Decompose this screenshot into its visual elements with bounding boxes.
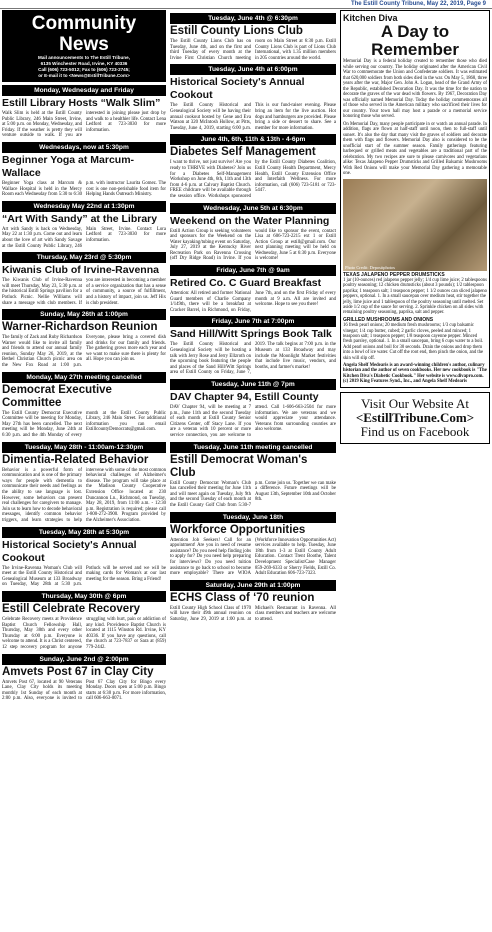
event-date-bar: Saturday, June 29th at 1:00pm	[170, 580, 336, 591]
kitchen-diva-label: Kitchen Diva	[343, 13, 398, 23]
event-date-bar: Tuesday, June 4th @ 6:30pm	[170, 13, 336, 24]
event-text: The Estill County Historical and Genealogical Society will be hosting a talk with Jerry Rose and Jerry Ellzroth on the upcoming book featuring the people and places of the Sand Hill/Witt Springs area of Estill County on Friday, June 7, 2019. The talk begins at 7:00 p.m. in the Museum at 133 Broadway and may include the Moonlight Market festivities that include live music, vendors, and booths, and farmer's market!	[170, 342, 336, 376]
event-date-bar: Tuesday, June 4th at 6:00pm	[170, 64, 336, 75]
event-text: Beginner Yoga class at Marcum & Wallace Hospital is held in the Mercy Room each Wednesday from 5:30 to 6:30 p.m. with instructor Laurita Gomez. The cost is one non-perishable food item for Helping Hands Outreach Ministry.	[2, 180, 166, 198]
event-title: Sand Hill/Witt Springs Book Talk	[170, 328, 332, 341]
event-text: Estill County Democrat Woman's Club has cancelled their meeting for June 11th and will meet again on Tuesday, July 9th and the second Tuesday of each month at the Estill County Golf Club from 5:30-7 p.m. Come join us. Together we can make a difference. Future meetings will be August 13th, September 10th and October 8th.	[170, 480, 336, 508]
event-title: Dimentia-Related Behavior	[2, 453, 149, 466]
event-text: The Estill County Democrat Executive Committee will be meeting for Monday, May 27th has been cancelled. The next meeting will be Monday, June 24th at 6:30 p.m. and the 4th Monday of every month at the Estill County Public Library, 246 Main Street. For additional information you can email EstillcountyDemocrats@gmail.com.	[2, 410, 166, 439]
copyright: (c) 2019 King Features Synd., Inc., and Angela Shelf Medearis	[343, 379, 468, 385]
event-date-bar: Thursday, May 23rd @ 5:30pm	[2, 252, 166, 263]
event-date-bar: Friday, June 7th @ 9am	[170, 265, 336, 276]
event-text: Walk Slim is held at the Estill County Public Library, 246 Main Street, Irvine, at 5:00 p.m. on Monday, Wednesday, and Friday. If the weather is pretty they will venture outside to walk. If you are interested in joining please just drop by and walk to a healthier life. Contact Lena Ledford at 723-3030 for more information.	[2, 111, 166, 139]
event-date-bar: Sunday, May 26th at 1:00pm	[2, 309, 166, 320]
recipe-2	[343, 318, 487, 361]
promo-line: Find us on Facebook	[360, 423, 470, 439]
event-date-bar: Tuesday, June 11th meeting cancelled	[170, 442, 336, 453]
recipe-text: 1 jar (10-ounces) red jalapeno pepper jelly; 1/4 cup lime juice; 2 tablespoons poultry seasoning; 12 chicken drumsticks (about 3 pounds); 1/2 tablespoon paprika; 1 teaspoon salt; 1 teaspoon pepper; 1 1/2 ounces can sliced jalapeno peppers, optional. 1. In a small saucepan over medium heat, stir together the jelly, lime juice and 1 tablespoon of the poultry seasoning until melted. Set aside 1/2 cup of the sauce for serving. 2. Sprinkle chicken on all sides with remaining poultry seasoning, paprika, salt and pepper.	[343, 277, 487, 316]
event-title: Estill Library Hosts “Walk Slim”	[2, 97, 161, 109]
event-text: The Estill County Lions Club has on Tuesday, June 4th, and on the first and third Tuesday of every month at the Irvine First Christian Church meeting room on Main Street at 6:30 p.m. Estill County Lions Club is part of Lions Club International, with 1.35 million members in 205 countries around the world.	[170, 39, 336, 61]
event-text: Art with Sandy is back on Wednesday, May 22 at 1:30 p.m. Come out and learn about the love of art with Sandy Savage at the Estill County Public Library, 246 Main Street, Irvine. Contact Lora Ledford at 723-3030 for more information.	[2, 226, 166, 249]
event-title: Democrat Executive Committee	[2, 383, 112, 409]
masthead-line: Mail announcements to The Estill Tribune,	[38, 55, 130, 60]
event-title: “Art With Sandy” at the Library	[2, 212, 158, 225]
event-title: Weekend on the Water Planning	[170, 214, 330, 227]
event-date-bar: Friday, June 7th at 7:00pm	[170, 316, 336, 327]
event-text: Behavior is a powerful form of communication and is one of the primary ways for people with dementia to communicate their needs and feelings as the ability to use language is lost. However, some behaviors can present real challenges for caregivers to manage. Join us to learn how to decode behavioral messages, identify common behavior triggers, and learn strategies to help intervene with some of the most common behavioral challenges of Alzheimer's disease. The program will take place at the Madison County Cooperative Extension Office located at 230 Duncannon Ln., Richmond, on Tuesday, May 28, 2019, from 11:00 a.m. - 12:30 p.m. Registration is required; please call 1-800-272-3900. Program provided by the Alzheimer's Association.	[2, 467, 166, 523]
event-text: Estill County High School Class of 1970 will have their 49th annual reunion on Saturday, June 29, 2019 at 1:00 p.m. at Michael's Restaurant in Ravenna. All class members and teachers are welcome to attend.	[170, 605, 336, 622]
event-date-bar: Wednesday, June 5th at 6:30pm	[170, 203, 336, 214]
event-title: Estill Democrat Woman's Club	[170, 453, 308, 479]
website-link[interactable]: <EstillTribune.Com>	[355, 409, 475, 425]
community-news-title: Community News	[31, 13, 137, 55]
event-title: Historical Society's Annual Cookout	[170, 76, 305, 102]
event-title: Estill Celebrate Recovery	[2, 602, 141, 615]
community-news-masthead	[2, 10, 166, 82]
event-text: Attention Job Seekers! Call for an appointment! Are you in need of resume assistance? Do you need help finding jobs to apply for? Do you need help preparing for interviews? Do you need tuition assistance to go back to school to become more employable? There are WIOA (Workforce Innovation Opportunities Act) services available to help. Tuesday, June 18th from 1-3 at Estill County Adult Education. Contact Trent Boothe, Talent Development Specialist/Case Manager 859-269-6333 or Sherry Fields, Estill Co. Adult Education 606-723-7323.	[170, 537, 337, 577]
page-header	[0, 0, 492, 9]
event-date-bar: Tuesday, May 28th at 5:30pm	[2, 527, 166, 538]
event-date-bar: Monday, Wednesday and Friday	[2, 85, 166, 96]
event-text: The Irvine-Ravenna Woman's Club will meet at the Estill County Historical and Genealogical Museum at 133 Broadway on Tuesday, May 28th at 5:30 p.m. Potluck will be served and we will be making cards for Woman's at our last meeting for the season. Bring a Friend!	[2, 565, 166, 588]
event-date-bar: June 4th, 6th, 11th & 13th - 4-6pm	[170, 134, 336, 145]
recipe-text: 16 fresh pearl onions; 20 medium fresh mushrooms; 1/3 cup balsamic vinegar; 1/4 cup butter, cubed; 2 garlic cloves, peeled and minced; 1 teaspoon salt; 1 teaspoon pepper; 1/8 teaspoon cayenne pepper. Minced fresh parsley, optional. 1. In a small saucepan, bring 6 cups water to a boil. Add pearl onions and boil for 30 seconds. Drain the onions and drop them into a bowl of ice water. Cut off the root end, then pinch the onion, and the skin will slip off.	[343, 323, 484, 361]
event-text: Attention: All retired and former National Guard members of Charlie Company 1/149th, there will be a breakfast at Cracker Barrel, in Richmond, on Friday, June 7th, and on the first Friday of every month at 9 a.m. All are invited and welcome. Hope to see you there!	[170, 291, 336, 313]
event-title: Beginner Yoga at Marcum-Wallace	[2, 153, 135, 179]
event-date-bar: Tuesday, June 18th	[170, 512, 336, 523]
event-date-bar: Monday, May 27th meeting cancelled	[2, 372, 166, 383]
article-body: Memorial Day is a federal holiday created to remember those who died while serving our country. The holiday originated after the American Civil War to commemorate the Union and Confederate soldiers. It was estimated that 620,000 soldiers from both sides died in the war. On May 5, 1868, three years after the war, Major Gen. John A. Logan, head of the Grand Army of the Republic, established Decoration Day. It was the time for the nation to decorate the graves of the war dead with flowers. By 1967, Decoration Day was officially named Memorial Day. Today the holiday commemorates all of those who served in the American military who sacrificed their lives for our country. Your town hall may host a parade or a memorial service honoring those who served.	[343, 59, 487, 119]
event-text: The Estill County Historical and Genealogical Society will be having their annual cookout hosted by Gene and Eva Watson at 320 McIntosh Hollow, at Pitts, Tuesday, June 4, 2019, starting 6:00 p.m. This is our fund-raiser evening. Please bring an item for the live auction. Hot dogs and hamburgers are provided. Please bring a side or dessert to share. See a member for more information.	[170, 103, 336, 131]
event-text: I want to thrive, not just survive! Are you ready to THRIVE with Diabetes? Join us for a Diabetes Self-Management Workshop on June 4th, 6th, 11th and 13th from 4-6 p.m. at Calvary Baptist Church. FREE childcare will be available through the session office. Workshops sponsored by the Estill County Diabetes Coalition, Estill County Health Department, Mercy Health, Estill County Extension Office and Interfaith Wellness. For more information, call (606) 723-5181 or 723-5447.	[170, 160, 336, 199]
masthead-line: or E-mail it to <News@EstillTribune.Com>	[38, 73, 130, 78]
kitchen-diva-box	[340, 10, 490, 388]
event-title: Kiwanis Club of Irvine-Ravenna	[2, 264, 159, 277]
event-date-bar: Thursday, May 30th @ 6pm	[2, 591, 166, 602]
event-title: Amvets Post 67 in Clay City	[2, 665, 154, 678]
event-text: Estill Action Group is seeking volunteers and sponsors for the Weekend on the Water kayaking/tubing event on Saturday, July 27, 2019 at the Kentucky River Recreation Park on Ravenna Crossing (off Dry Ridge Road) in Irvine. If you would like to sponsor the event, contact Lisa at 606-723-2215 ext 1 or Estill Action Group at estill@gmail.com. Our next planning meeting will be held on Wednesday, June 5 at 6:30 p.m. Everyone is welcome!	[170, 228, 336, 262]
article-body: On Memorial Day, many people participate in or watch an annual parade. In addition, flags are flown at half-staff until noon, then to full-staff until sunset. It's also the day that many visit the graves of soldiers and decorate them with flags and flowers. Memorial Day also is considered to be the unofficial start of the summer season. Family gatherings featuring barbequed or grilled meats and vegetables are a traditional part of the celebration. My two recipes are sure to please carnivores and vegetarians alike: Texas Jalapeno Pepper Drumsticks and Grilled Balsamic Mushrooms With Red Onions will make your Memorial Day gathering a memorable one.	[343, 121, 487, 176]
event-text: The Kiwanis Club of Irvine-Ravenna will meet Thursday, May 23, 5:30 p.m. at the historical Estill Springs pavilion for a Potluck Picnic. Nellie Williams will share a message with club members. If you are interested in becoming a member of a service organization that has a sense of community, a source of fulfillment, and a history of impact, join us. Jeff Hix is club president.	[2, 278, 166, 306]
photo-credit: Photo Credit: Depositphotos	[345, 264, 396, 270]
event-title: Retired Co. C Guard Breakfast	[170, 277, 322, 290]
column-2	[170, 10, 336, 622]
column-3	[340, 10, 490, 444]
event-text: The family of Zack and Ruby Richardson Warner would like to invite all family and friends to attend our annual family reunion, Sunday May 26, 2019, at the Bethel Christian Church picnic area on the New Fox Road at 1:00 p.m. Everyone, please bring a covered dish and drinks for our family and friends. The gathering grows more each year and we want to make sure there is plenty for all. Hope you can join us.	[2, 335, 166, 369]
column-1	[2, 10, 166, 702]
event-title: DAV Chapter 94, Estill County	[170, 391, 319, 403]
event-title: ECHS Class of ‘70 reunion	[170, 591, 315, 604]
recipe-title: GRILLED MUSHROOMS AND ONIONS	[343, 316, 434, 323]
masthead-line: 6135 Winchester Road, Irvine, KY 40336	[40, 61, 128, 66]
recipe-title: TEXAS JALAPENO PEPPER DRUMSTICKS	[343, 271, 445, 278]
event-title: Workforce Opportunities	[170, 523, 306, 536]
food-photo	[343, 179, 487, 271]
event-date-bar: Sunday, June 2nd @ 2:00pm	[2, 654, 166, 665]
event-text: Amvets Post 67, located at 90 Veterans Lane, Clay City holds its meeting monthly 1st Sunday of each month at 2:00 p.m. Also, everyone is invited to Post 67 Clay City for Bingo every Monday. Doors open at 5:00 p.m. Bingo starts at 6:30 p.m. For more information, call 606-663-0071.	[2, 679, 166, 702]
author-bio: Angela Shelf Medearis is an award-winning children's author, culinary historian and the author of seven cookbooks. Her new cookbook is "The Kitchen Diva's Diabetic Cookbook." Her website is www.divapro.com.	[343, 363, 487, 379]
event-text: DAV Chapter 94, will be meeting at 7 p.m., June 11th and the second Tuesday of each month at Estill County Senior Citizens Center, off Stacy Lane. If you are a veteran with 10 percent or more service connection, you are welcome to attend. Call 1-606-663-2504 for more information. We are veterans and we would appreciate your attendance. Veterans from surrounding counties are also welcome.	[170, 405, 336, 438]
event-title: Diabetes Self Management	[170, 146, 316, 159]
event-text: Celebrate Recovery meets at Providence Baptist Church Fellowship Hall, Thursday, May 30th and every other Thursday at 6:00 p.m. Everyone is welcome to attend. It is a Christ centered, 12 step recovery program for anyone struggling with hurt, pain or addiction of any kind. Providence Baptist Church is located at 1115 Winston Rd. Irvine, KY 40336. If you have any questions, call the church at 723-7837 or Sara at (859) 779-2442.	[2, 616, 166, 650]
event-date-bar: Tuesday, June 11th @ 7pm	[170, 379, 336, 390]
event-title: Historical Society's Annual Cookout	[2, 538, 137, 564]
website-promo	[340, 392, 490, 444]
recipe-1	[343, 273, 487, 316]
event-date-bar: Wednesdays, now at 5:30pm	[2, 142, 166, 153]
event-title: Estill County Lions Club	[170, 25, 303, 37]
promo-line: Visit Our Website At	[360, 395, 470, 411]
event-date-bar: Wednesday May 22nd at 1:30pm	[2, 201, 166, 212]
masthead-line: Call (606) 723-5012; Fax to (606) 723-2745;	[38, 67, 130, 72]
kitchen-diva-title: A Day to Remember	[371, 22, 459, 59]
event-date-bar: Tuesday, May 28th - 11:00am-12:30pm	[2, 442, 166, 453]
running-header: The Estill County Tribune, May 22, 2019, Page 9	[350, 1, 486, 7]
event-title: Warner-Richardson Reunion	[2, 321, 158, 334]
